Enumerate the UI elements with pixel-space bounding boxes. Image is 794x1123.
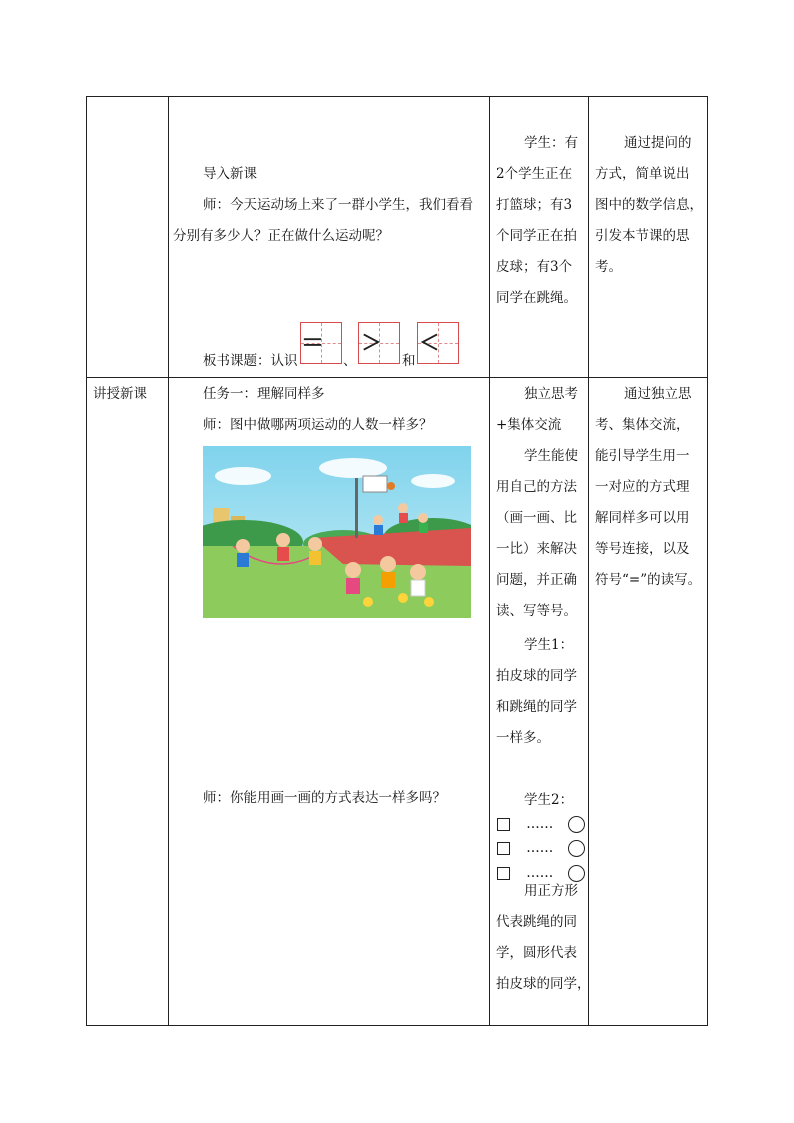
table-top-border [86,96,708,97]
student-2-line: 拍皮球的同学， [496,976,591,992]
teacher-question-2: 师：你能用画一画的方式表达一样多吗？ [203,790,446,806]
design-intent-line: 考。 [595,259,622,275]
student-answer-line: 学生：有 [524,135,578,151]
student-process-line: （画一画、比 [496,510,577,526]
table-col-divider-2 [489,96,490,1026]
section-label: 讲授新课 [93,386,147,402]
student-process-line: 学生1： [524,637,574,653]
greater-than-icon [359,323,399,363]
table-right-border [707,96,708,1026]
student-process-line: 和跳绳的同学 [496,699,577,715]
design-intent-line: 方式，简单说出 [595,166,690,182]
tianzige-box-greater [358,322,400,364]
board-title-label: 板书课题：认识 [203,353,298,369]
design-intent-line: 一对应的方式理 [595,479,690,495]
dots-text: …… [526,840,554,856]
table-col-divider-1 [168,96,169,1026]
table-bottom-border [86,1025,708,1026]
less-than-icon [418,323,458,363]
board-separator-2: 和 [402,353,416,369]
student-process-line: +集体交流 [496,417,562,433]
dots-text: …… [526,865,554,881]
design-intent-line: 考、集体交流， [595,417,690,433]
square-icon [497,867,510,880]
design-intent-line: 引发本节课的思 [595,228,690,244]
student-process-line: 一比）来解决 [496,541,577,557]
teacher-line-2: 分别有多少人？正在做什么运动呢？ [173,228,389,244]
student-answer-line: 2个学生正在 [496,166,573,182]
student-2-line: 用正方形 [524,883,578,899]
student-process-line: 学生能使 [524,448,578,464]
student-process-line: 拍皮球的同学 [496,668,577,684]
teacher-question-1: 师：图中做哪两项运动的人数一样多？ [203,417,433,433]
design-intent-line: 符号“=”的读写。 [595,572,702,588]
design-intent-line: 图中的数学信息， [595,197,703,213]
square-icon [497,842,510,855]
design-intent-line: 通过提问的 [624,135,692,151]
dots-text: …… [526,816,554,832]
student-answer-line: 个同学正在拍 [496,228,577,244]
student-process-line: 问题，并正确 [496,572,577,588]
student-2-line: 代表跳绳的同 [496,914,577,930]
student-process-line: 用自己的方法 [496,479,577,495]
design-intent-line: 解同样多可以用 [595,510,690,526]
task-title: 任务一：理解同样多 [203,386,325,402]
circle-icon [568,816,585,833]
equal-sign-icon [301,323,341,363]
teacher-line-1: 师：今天运动场上来了一群小学生，我们看看 [203,197,473,213]
square-icon [497,818,510,831]
sports-field-illustration [203,446,471,618]
circle-icon [568,840,585,857]
tianzige-box-equal [300,322,342,364]
table-left-border [86,96,87,1026]
design-intent-line: 能引导学生用一 [595,448,690,464]
lead-title: 导入新课 [203,166,257,182]
student-process-line: 独立思考 [524,386,578,402]
student-2-title: 学生2： [524,792,574,808]
board-separator-1: 、 [343,353,357,369]
design-intent-line: 等号连接，以及 [595,541,690,557]
student-answer-line: 皮球；有3个 [496,259,573,275]
student-answer-line: 打篮球；有3 [496,197,573,213]
table-col-divider-3 [588,96,589,1026]
table-row-divider [86,377,708,378]
design-intent-line: 通过独立思 [624,386,692,402]
student-process-line: 读、写等号。 [496,603,577,619]
tianzige-box-less [417,322,459,364]
student-process-line: 一样多。 [496,730,550,746]
student-answer-line: 同学在跳绳。 [496,290,577,306]
student-2-line: 学，圆形代表 [496,945,577,961]
